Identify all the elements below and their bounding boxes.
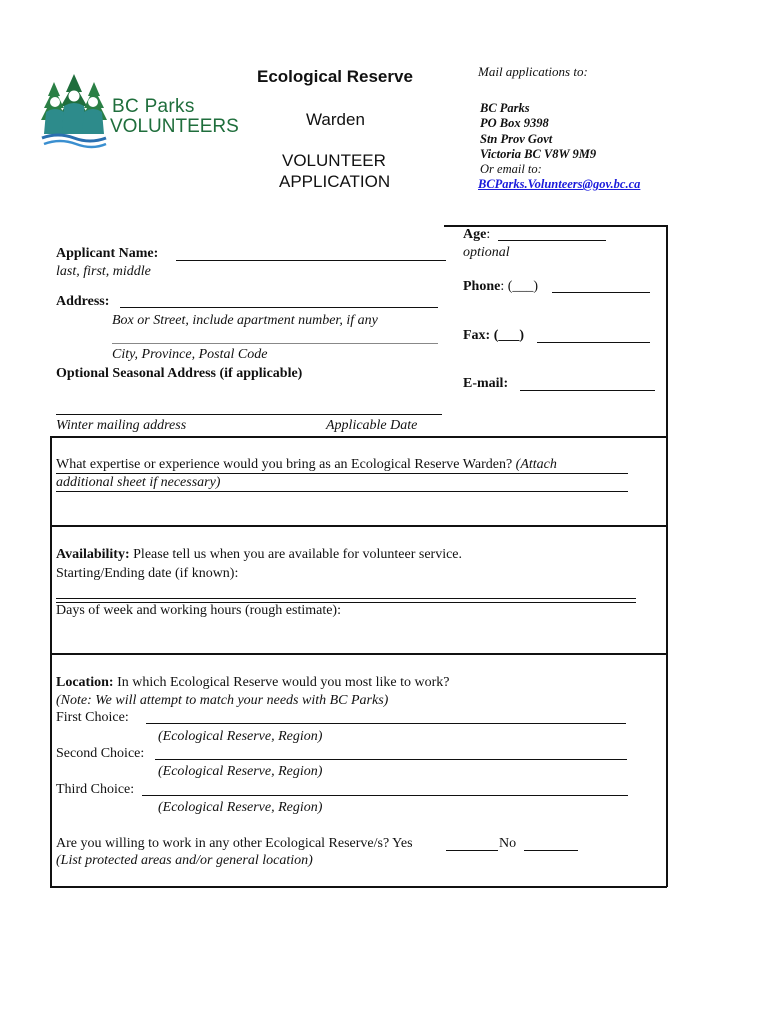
email-label: E-mail: [463,376,509,391]
second-choice-field[interactable] [155,759,627,760]
expertise-underline-2[interactable] [56,491,628,492]
seasonal-address-label: Optional Seasonal Address (if applicable) [56,366,303,381]
mail-email-intro: Or email to: [480,162,542,176]
first-choice-label: First Choice: [56,710,129,725]
applicable-date-hint: Applicable Date [326,418,418,433]
phone-label: Phone: (___) [463,279,539,294]
expertise-question: What expertise or experience would you bring as an Ecological Reserve Warden? (Attach [56,457,557,472]
applicant-name-field[interactable] [176,260,446,261]
winter-address-field[interactable] [56,414,442,415]
age-field[interactable] [498,240,606,241]
email-field[interactable] [520,390,655,391]
availability-dates-field[interactable] [56,598,636,599]
availability-days-label: Days of week and working hours (rough estimate): [56,603,341,618]
mail-intro: Mail applications to: [478,64,588,79]
location-note: (Note: We will attempt to match your needs with BC Parks) [56,693,389,708]
applicant-name-hint: last, first, middle [56,264,151,279]
winter-address-hint: Winter mailing address [56,418,187,433]
form-title-line3: VOLUNTEER [282,151,386,170]
second-choice-hint: (Ecological Reserve, Region) [158,764,323,779]
location-question: Location: In which Ecological Reserve would you most like to work? [56,675,450,690]
willing-no-label: No [499,836,517,851]
third-choice-field[interactable] [142,795,628,796]
third-choice-label: Third Choice: [56,782,135,797]
email-link[interactable]: BCParks.Volunteers@gov.bc.ca [478,177,641,191]
willing-list-hint: (List protected areas and/or general location) [56,853,313,868]
first-choice-hint: (Ecological Reserve, Region) [158,729,323,744]
availability-question: Availability: Please tell us when you are available for volunteer service. [56,547,463,562]
mail-address-line2: PO Box 9398 [480,116,549,130]
mail-address-line3: Stn Prov Govt [480,132,553,146]
willing-no-field[interactable] [524,850,578,851]
availability-dates-label: Starting/Ending date (if known): [56,566,239,581]
address-hint-street: Box or Street, include apartment number, if any [112,313,378,328]
second-choice-label: Second Choice: [56,746,145,761]
age-hint: optional [463,245,510,260]
address-hint-city: City, Province, Postal Code [112,347,268,362]
third-choice-hint: (Ecological Reserve, Region) [158,800,323,815]
fax-field[interactable] [537,342,650,343]
mail-address-line1: BC Parks [480,101,530,115]
applicant-name-label: Applicant Name: [56,246,159,261]
mail-address-line4: Victoria BC V8W 9M9 [480,147,597,161]
willing-question: Are you willing to work in any other Ecological Reserve/s? Yes [56,836,413,851]
fax-label: Fax: (___) [463,328,525,343]
phone-field[interactable] [552,292,650,293]
age-label: Age: [463,227,491,242]
expertise-note: additional sheet if necessary) [56,475,221,490]
willing-yes-field[interactable] [446,850,498,851]
form-title-line4: APPLICATION [279,172,391,191]
address-field-line2[interactable] [112,343,438,344]
address-label: Address: [56,294,110,309]
address-field[interactable] [120,307,438,308]
first-choice-field[interactable] [146,723,626,724]
logo-text-volunteers: VOLUNTEERS [110,116,239,137]
trees-people-icon [38,72,110,152]
form-title-line2: Warden [306,110,365,129]
form-title-line1: Ecological Reserve [257,67,413,86]
logo-text-bc-parks: BC Parks [112,96,195,117]
expertise-underline[interactable] [56,473,628,474]
bc-parks-logo [38,72,239,152]
